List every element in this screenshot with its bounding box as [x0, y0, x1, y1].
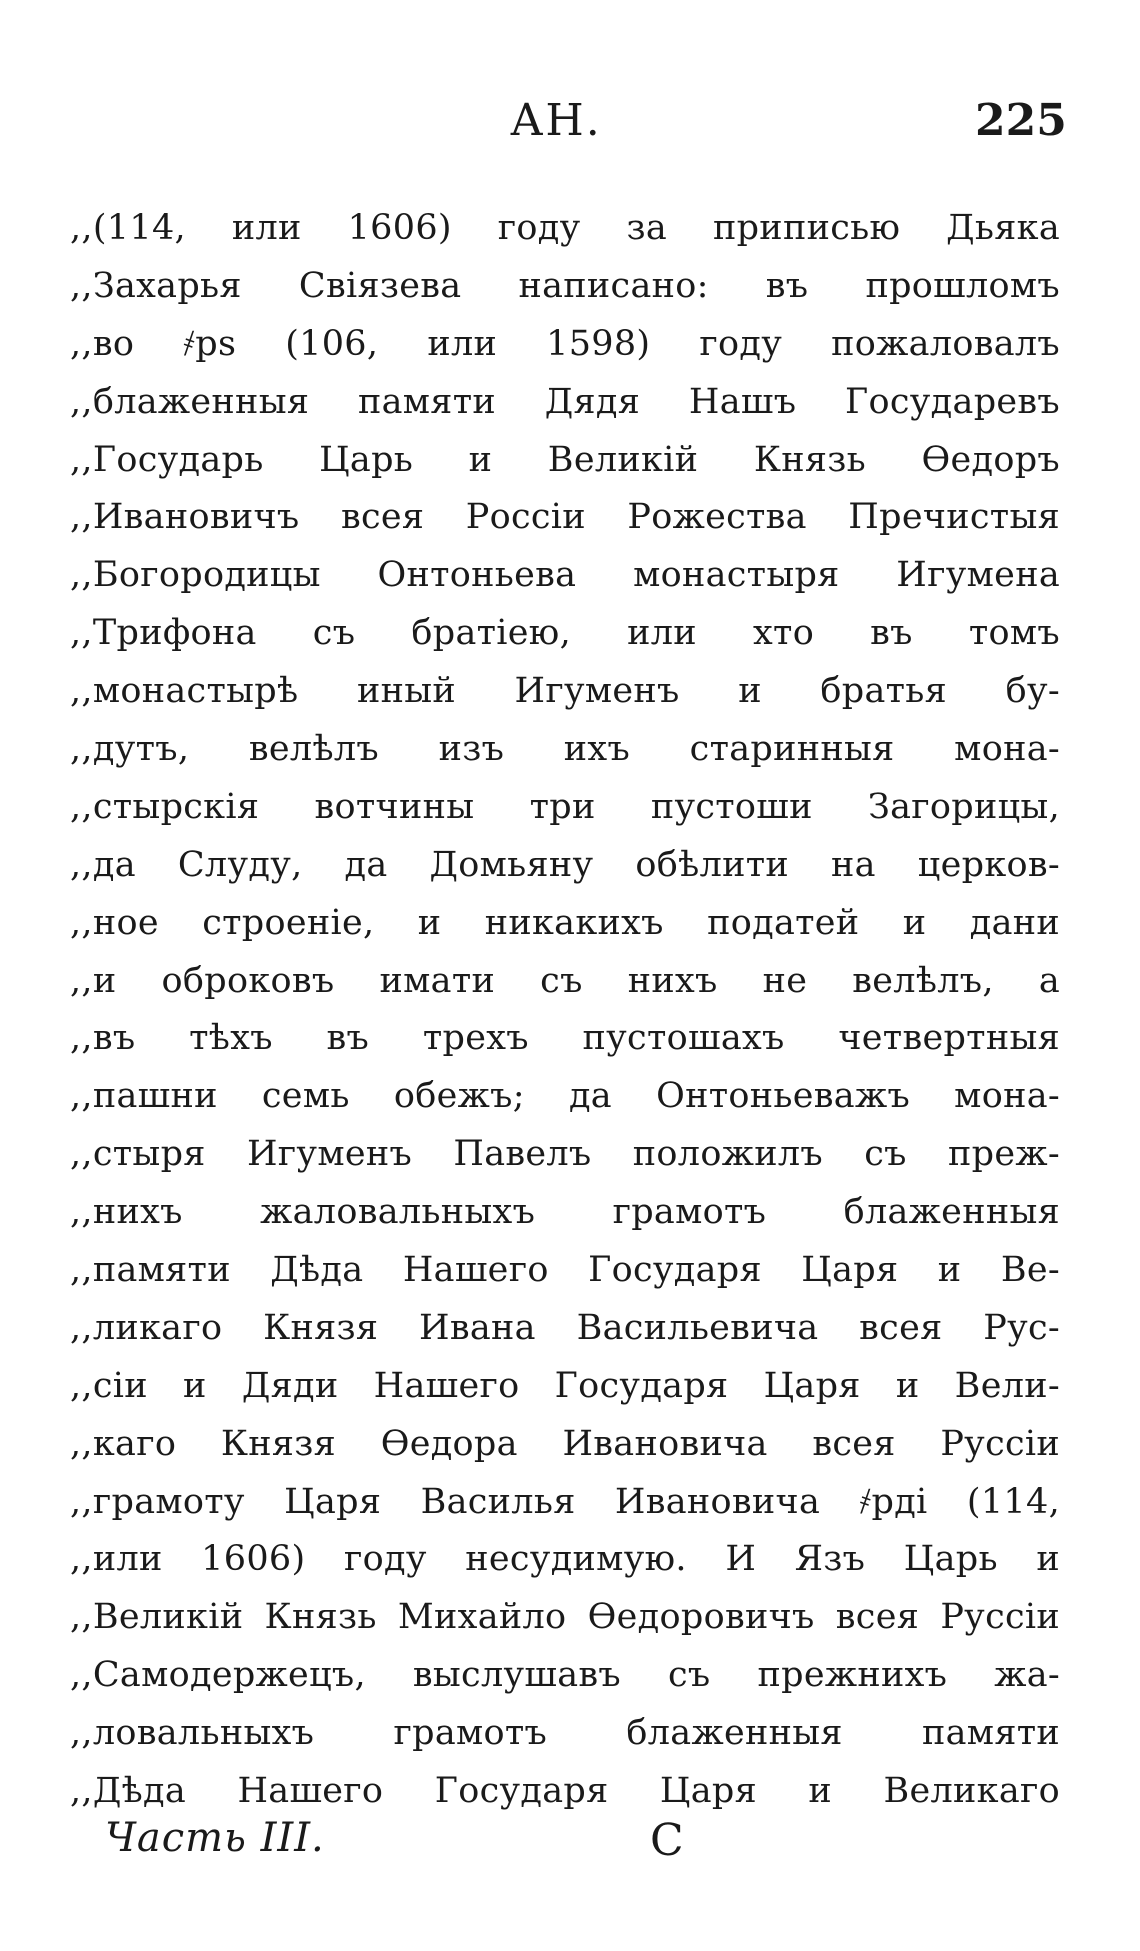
text-line: ,,Богородицы Онтоньева монастыря Игумена [70, 555, 1060, 596]
text-line: ,,или 1606) году несудимую. И Язъ Царь и [70, 1539, 1060, 1580]
text-line: ,,грамоту Царя Василья Ивановича ҂рді (114, [70, 1481, 1060, 1522]
text-line: ,,памяти Дѣда Нашего Государя Царя и Ве- [70, 1250, 1060, 1291]
text-line: ,,Захарья Свіязева написано: въ прошломъ [70, 265, 1060, 306]
page-number: 225 [975, 95, 1067, 146]
text-line: ,,стыря Игуменъ Павелъ положилъ съ преж- [70, 1134, 1060, 1175]
text-line: ,,и оброковъ имати съ нихъ не велѣлъ, а [70, 960, 1060, 1001]
text-line: ,,во ҂рѕ (106, или 1598) году пожаловалъ [70, 323, 1060, 364]
text-line: ,,ловальныхъ грамотъ блаженныя памяти [70, 1713, 1060, 1754]
part-label: Часть III. [105, 1815, 325, 1861]
text-line: ,,ликаго Князя Ивана Васильевича всея Рус- [70, 1307, 1060, 1348]
text-line: ,,Дѣда Нашего Государя Царя и Великаго [70, 1771, 1060, 1812]
text-body [70, 200, 1060, 1821]
text-line: ,,да Слуду, да Домьяну обѣлити на церков- [70, 844, 1060, 885]
text-line: ,,дутъ, велѣлъ изъ ихъ старинныя мона- [70, 729, 1060, 770]
signature-mark: С [650, 1815, 684, 1866]
text-line: ,,въ тѣхъ въ трехъ пустошахъ четвертныя [70, 1018, 1060, 1059]
text-line: ,,ное строеніе, и никакихъ податей и дани [70, 902, 1060, 943]
text-line: ,,каго Князя Өедора Ивановича всея Руссіи [70, 1423, 1060, 1464]
text-line: ,,Государь Царь и Великій Князь Өедоръ [70, 439, 1060, 480]
text-line: ,,Трифона съ братіею, или хто въ томъ [70, 613, 1060, 654]
running-title: АН. [510, 95, 602, 146]
text-line: ,,стырскія вотчины три пустоши Загорицы, [70, 786, 1060, 827]
page-footer [0, 1815, 1140, 1885]
text-line: ,,монастырѣ иный Игуменъ и братья бу- [70, 671, 1060, 712]
running-head [0, 95, 1140, 155]
text-line: ,,(114, или 1606) году за приписью Дьяка [70, 208, 1060, 248]
text-line: ,,Великій Князь Михайло Өедоровичъ всея Руссіи [70, 1597, 1060, 1638]
text-line: ,,сіи и Дяди Нашего Государя Царя и Вели- [70, 1365, 1060, 1406]
text-line: ,,Самодержецъ, выслушавъ съ прежнихъ жа- [70, 1655, 1060, 1696]
text-line: ,,нихъ жаловальныхъ грамотъ блаженныя [70, 1192, 1060, 1233]
text-line: ,,пашни семь обежъ; да Онтоньеважъ мона- [70, 1076, 1060, 1117]
text-line: ,,блаженныя памяти Дядя Нашъ Государевъ [70, 381, 1060, 422]
text-line: ,,Ивановичъ всея Россіи Рожества Пречистыя [70, 497, 1060, 538]
